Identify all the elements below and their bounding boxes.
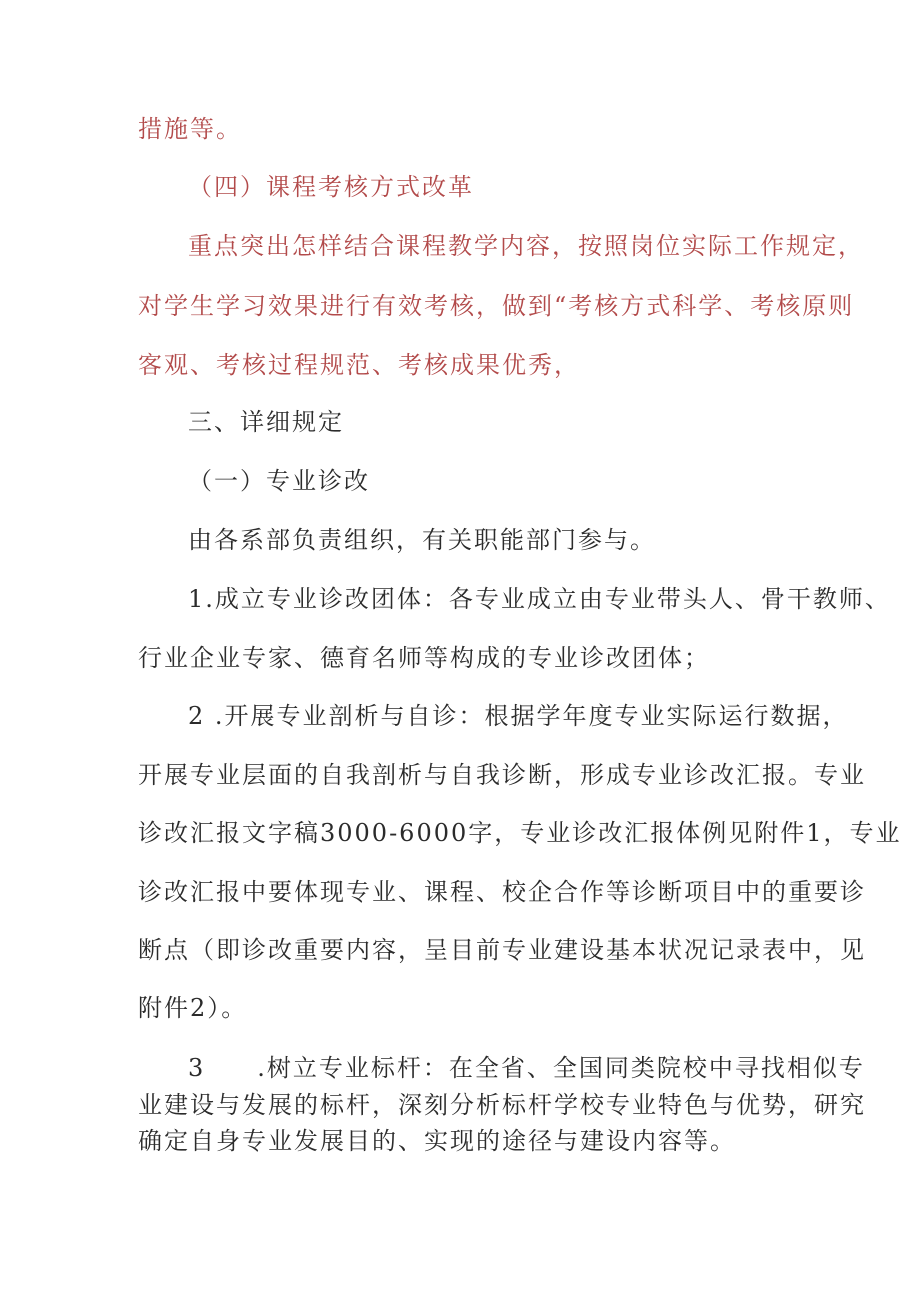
- paragraph-line: 附件2）。: [138, 994, 248, 1022]
- paragraph-line: 由各系部负责组织，有关职能部门参与。: [188, 526, 656, 554]
- paragraph-line: 对学生学习效果进行有效考核，做到“考核方式科学、考核原则: [138, 292, 855, 320]
- paragraph-line: 行业企业专家、德育名师等构成的专业诊改团体；: [138, 644, 710, 672]
- paragraph-line: 3 .树立专业标杆：在全省、全国同类院校中寻找相似专: [188, 1054, 865, 1082]
- subsection-heading: （一）专业诊改: [188, 467, 370, 495]
- paragraph-line: 重点突出怎样结合课程教学内容，按照岗位实际工作规定，: [188, 232, 864, 260]
- paragraph-line: 业建设与发展的标杆，深刻分析标杆学校专业特色与优势，研究: [138, 1091, 866, 1119]
- paragraph-line: 客观、考核过程规范、考核成果优秀，: [138, 351, 580, 379]
- paragraph-line: 1.成立专业诊改团体：各专业成立由专业带头人、骨干教师、: [188, 585, 891, 613]
- paragraph-line: 措施等。: [138, 115, 242, 143]
- paragraph-line: 诊改汇报文字稿3000-6000字，专业诊改汇报体例见附件1，专业: [138, 819, 902, 847]
- paragraph-line: 诊改汇报中要体现专业、课程、校企合作等诊断项目中的重要诊: [138, 878, 866, 906]
- paragraph-line: 确定自身专业发展目的、实现的途径与建设内容等。: [138, 1127, 736, 1155]
- paragraph-line: 2 .开展专业剖析与自诊：根据学年度专业实际运行数据，: [188, 702, 849, 730]
- section-heading: 三、详细规定: [188, 408, 344, 436]
- section-heading: （四）课程考核方式改革: [188, 173, 474, 201]
- paragraph-line: 断点（即诊改重要内容，呈目前专业建设基本状况记录表中，见: [138, 936, 866, 964]
- paragraph-line: 开展专业层面的自我剖析与自我诊断，形成专业诊改汇报。专业: [138, 761, 866, 789]
